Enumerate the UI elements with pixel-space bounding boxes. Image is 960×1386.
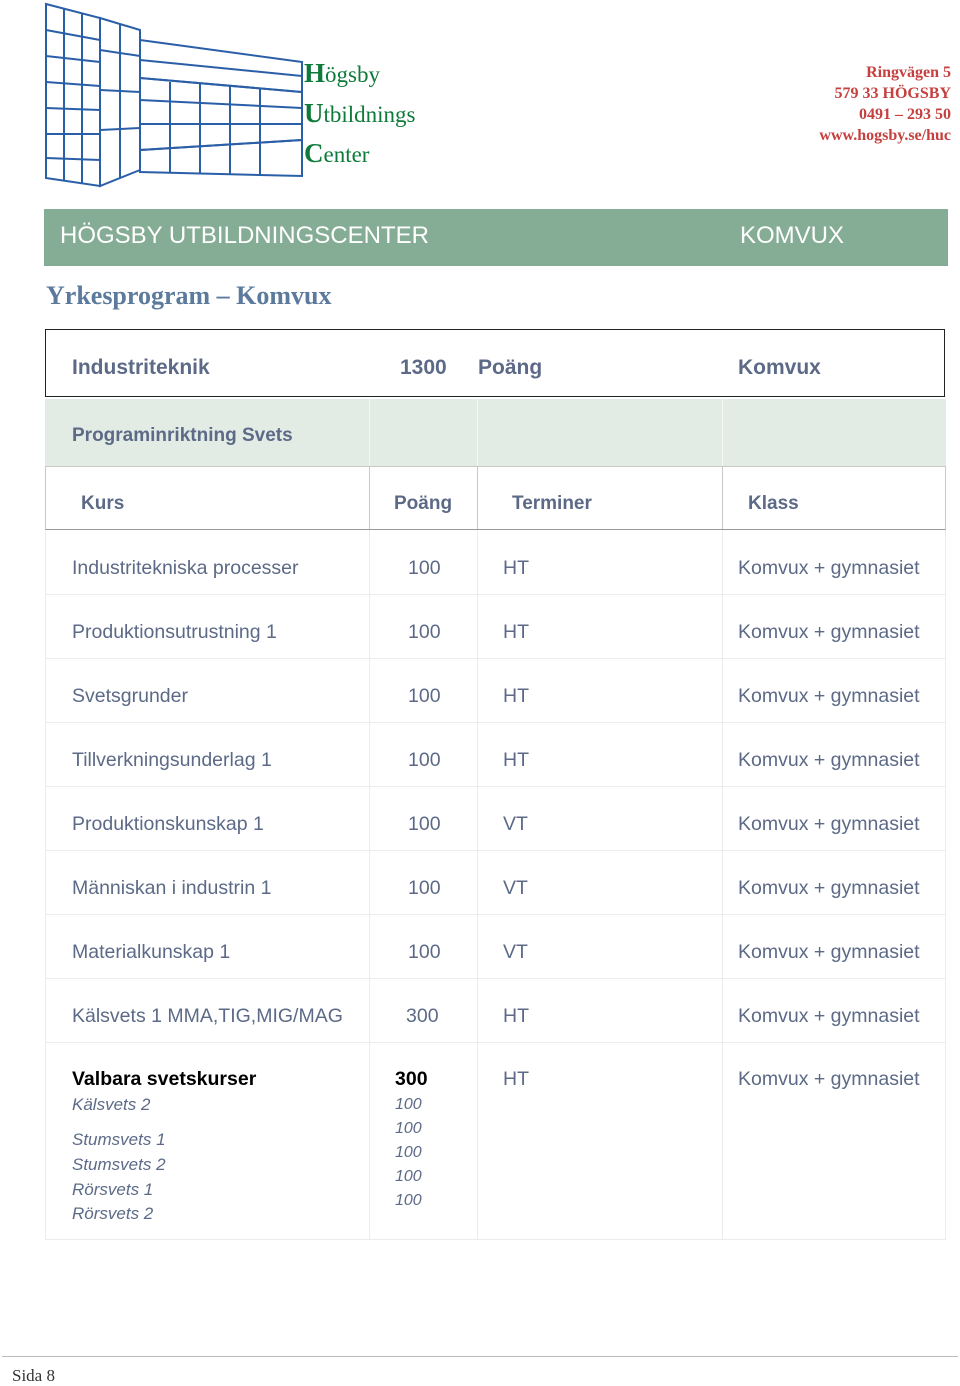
address-web[interactable]: www.hogsby.se/huc <box>819 127 951 144</box>
electives-total-points: 300 <box>395 1068 428 1090</box>
course-term: HT <box>503 1005 529 1027</box>
elective-course: Stumsvets 2 <box>72 1155 166 1174</box>
course-name: Produktionsutrustning 1 <box>72 621 277 643</box>
course-points: 100 <box>408 621 441 643</box>
elective-course: Kälsvets 2 <box>72 1095 151 1114</box>
column-header-class: Klass <box>748 493 799 514</box>
course-name: Människan i industrin 1 <box>72 877 272 899</box>
electives-class: Komvux + gymnasiet <box>738 1068 920 1090</box>
column-header-course: Kurs <box>81 493 125 514</box>
elective-course: Rörsvets 2 <box>72 1204 154 1223</box>
address-postal: 579 33 HÖGSBY <box>834 85 951 102</box>
course-points: 100 <box>408 941 441 963</box>
course-name: Kälsvets 1 MMA,TIG,MIG/MAG <box>72 1005 343 1027</box>
program-points: 1300 <box>400 356 447 379</box>
column-header-points: Poäng <box>394 493 453 514</box>
elective-points: 100 <box>395 1192 422 1209</box>
elective-course: Rörsvets 1 <box>72 1180 154 1199</box>
course-name: Svetsgrunder <box>72 685 188 707</box>
elective-points: 100 <box>395 1144 422 1161</box>
course-name: Produktionskunskap 1 <box>72 813 264 835</box>
elective-points: 100 <box>395 1120 422 1137</box>
program-form: Komvux <box>738 356 821 379</box>
address-street: Ringvägen 5 <box>866 64 951 81</box>
course-class: Komvux + gymnasiet <box>738 877 920 899</box>
building-icon <box>40 0 305 190</box>
direction-label: Programinriktning Svets <box>72 425 293 446</box>
course-class: Komvux + gymnasiet <box>738 1005 920 1027</box>
logo-text-line-1: Högsby <box>304 58 380 88</box>
table-header-row <box>45 466 946 530</box>
course-class: Komvux + gymnasiet <box>738 813 920 835</box>
course-term: HT <box>503 557 529 579</box>
course-points: 100 <box>408 813 441 835</box>
title-banner <box>44 209 948 266</box>
course-term: VT <box>503 877 528 899</box>
banner-komvux: KOMVUX <box>740 222 845 249</box>
course-points: 100 <box>408 749 441 771</box>
course-name: Materialkunskap 1 <box>72 941 231 963</box>
column-header-term: Terminer <box>512 493 592 514</box>
course-term: HT <box>503 621 529 643</box>
page-title: Yrkesprogram – Komvux <box>46 281 332 310</box>
elective-course: Stumsvets 1 <box>72 1130 166 1149</box>
direction-row <box>45 399 946 466</box>
logo-text-line-3: Center <box>304 138 370 168</box>
course-class: Komvux + gymnasiet <box>738 749 920 771</box>
course-class: Komvux + gymnasiet <box>738 557 920 579</box>
elective-points: 100 <box>395 1168 422 1185</box>
course-name: Industritekniska processer <box>72 557 299 579</box>
program-name: Industriteknik <box>72 356 210 379</box>
course-points: 100 <box>408 685 441 707</box>
logo-text-line-2: Utbildnings <box>304 98 416 128</box>
electives-term: HT <box>503 1068 529 1090</box>
course-class: Komvux + gymnasiet <box>738 621 920 643</box>
address-phone: 0491 – 293 50 <box>859 106 951 123</box>
course-term: HT <box>503 685 529 707</box>
course-class: Komvux + gymnasiet <box>738 685 920 707</box>
program-points-label: Poäng <box>478 356 543 379</box>
page-number: Sida 8 <box>12 1366 55 1385</box>
course-term: VT <box>503 941 528 963</box>
program-header-box <box>45 329 945 397</box>
course-points: 100 <box>408 557 441 579</box>
course-class: Komvux + gymnasiet <box>738 941 920 963</box>
course-term: HT <box>503 749 529 771</box>
electives-title: Valbara svetskurser <box>72 1068 257 1090</box>
banner-school-name: HÖGSBY UTBILDNINGSCENTER <box>60 222 429 249</box>
footer-divider <box>2 1356 958 1357</box>
course-term: VT <box>503 813 528 835</box>
course-name: Tillverkningsunderlag 1 <box>72 749 272 771</box>
elective-points: 100 <box>395 1096 422 1113</box>
course-points: 300 <box>406 1005 439 1027</box>
course-points: 100 <box>408 877 441 899</box>
